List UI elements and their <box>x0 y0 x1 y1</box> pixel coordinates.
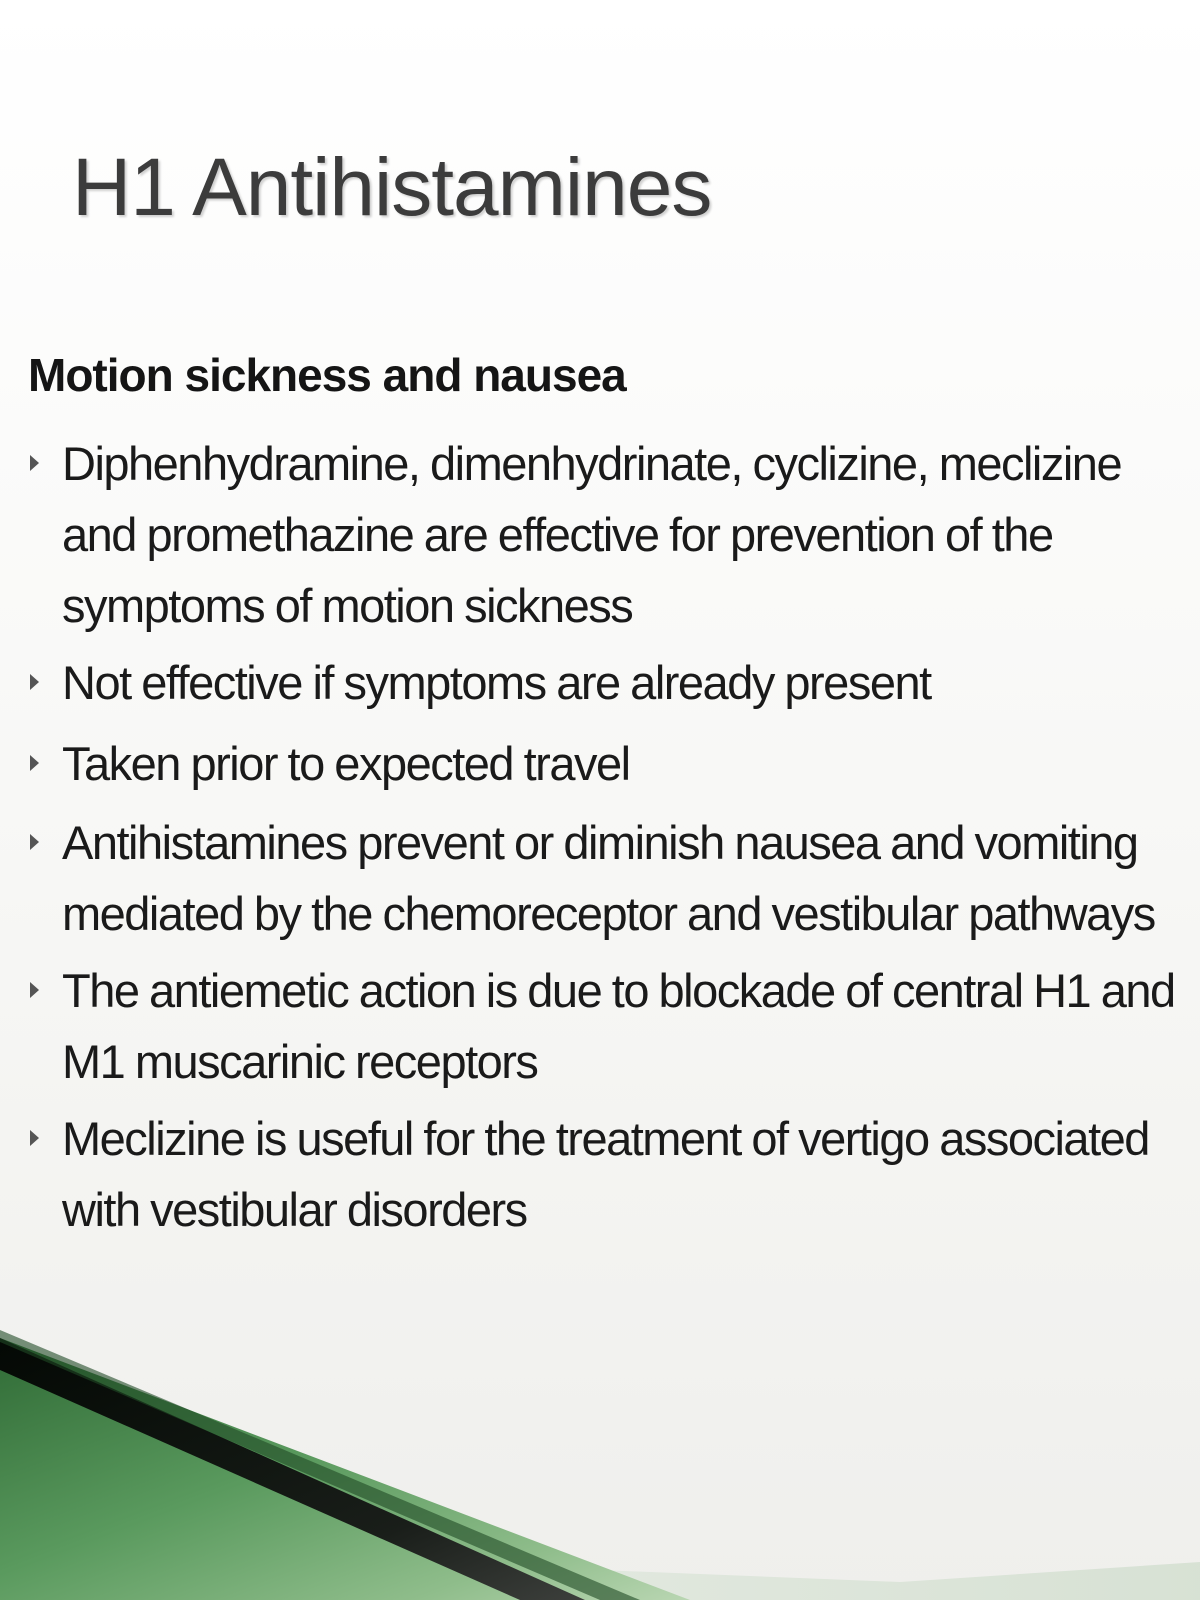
arrowhead-bullet-icon <box>30 455 39 471</box>
list-item <box>28 428 1188 641</box>
arrowhead-bullet-icon <box>30 674 39 690</box>
decorative-swoosh <box>0 1300 1200 1600</box>
arrowhead-bullet-icon <box>30 755 39 771</box>
bullet-text: Antihistamines prevent or diminish nausea and vomiting mediated by the chemoreceptor and vestibular pathways <box>62 816 1155 940</box>
bullet-text: The antiemetic action is due to blockade of central H1 and M1 muscarinic receptors <box>62 964 1175 1088</box>
bullet-text: Diphenhydramine, dimenhydrinate, cyclizine, meclizine and promethazine are effective for prevention of the symptoms of motion sickness <box>62 437 1122 632</box>
list-item <box>28 1103 1188 1245</box>
section-heading: Motion sickness and nausea <box>28 349 626 401</box>
bullet-text: Taken prior to expected travel <box>62 737 630 790</box>
arrowhead-bullet-icon <box>30 982 39 998</box>
list-item <box>28 955 1188 1097</box>
list-item <box>28 728 1188 799</box>
list-item <box>28 807 1188 949</box>
bullet-text: Meclizine is useful for the treatment of vertigo associated with vestibular disorders <box>62 1112 1149 1236</box>
slide-title: H1 Antihistamines <box>72 142 712 233</box>
arrowhead-bullet-icon <box>30 1130 39 1146</box>
bullet-list <box>28 428 1188 1251</box>
bullet-text: Not effective if symptoms are already present <box>62 656 931 709</box>
arrowhead-bullet-icon <box>30 834 39 850</box>
list-item <box>28 647 1188 718</box>
